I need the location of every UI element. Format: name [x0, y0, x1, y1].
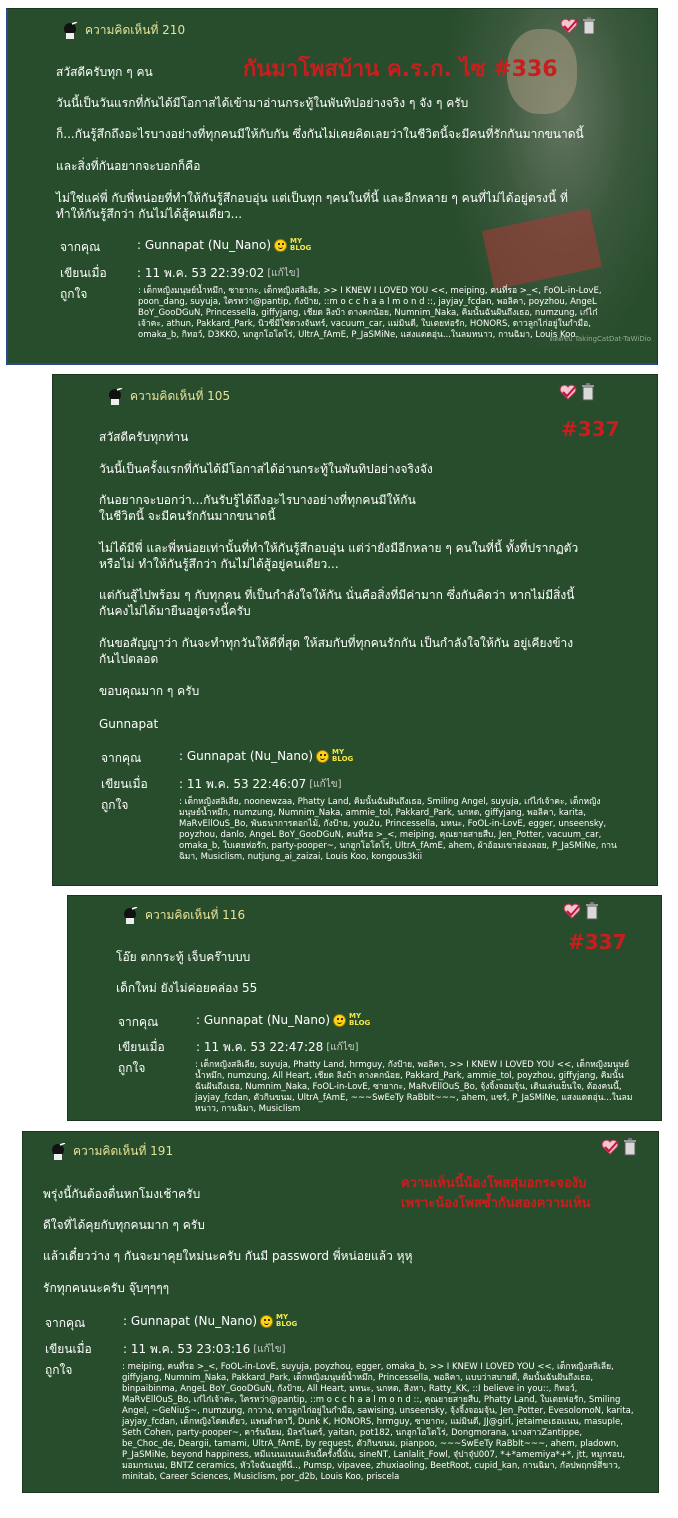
author-link[interactable]: : Gunnapat (Nu_Nano) — [179, 749, 314, 763]
paragraph: กันขอสัญญาว่า กันจะทำทุกวันให้ดีที่สุด ให้สมกับที่ทุกคนรักกัน เป็นกำลังใจให้กัน อยู่เคียงข้าง กันไปตลอด — [99, 636, 574, 666]
bomb-user-icon — [108, 388, 124, 406]
from-label: จากคุณ — [118, 1015, 159, 1029]
likes-label: ถูกใจ — [101, 798, 129, 812]
comment-post-116 — [67, 895, 662, 1121]
paragraph: สวัสดีครับทุกท่าน — [99, 430, 189, 444]
paragraph: ดีใจที่ได้คุยกับทุกคนมาก ๆ ครับ — [43, 1218, 205, 1232]
author-link[interactable]: : Gunnapat (Nu_Nano) — [196, 1013, 331, 1027]
from-value — [123, 1314, 297, 1328]
paragraph: วันนี้เป็นครั้งแรกที่กันได้มีโอกาสได้อ่านกระทู้ในพันทิปอย่างจริงจัง — [99, 462, 433, 476]
comment-header — [108, 387, 230, 406]
paragraph: ไม่ใช่แค่พี่ กับพี่หน่อยที่ทำให้กันรู้สึกอบอุ่น แต่เป็นทุก ๆคนในที่นี้ และอีกหลาย ๆ คนที่ไม่ได้อยู่ตรงนี้ ที่ ทำให้กันรู้สึกว่า กันไม่ได้สู้คนเดียว... — [56, 191, 568, 221]
from-row — [60, 237, 312, 257]
likes-row — [60, 285, 87, 304]
written-value: : 11 พ.ค. 53 22:46:07 — [179, 777, 307, 791]
post-actions — [601, 1138, 637, 1156]
comment-post-210 — [6, 8, 658, 365]
post-tag: #337 — [568, 930, 627, 954]
post-actions — [563, 902, 599, 920]
checkmark-heart-icon[interactable] — [559, 384, 577, 400]
written-row — [101, 775, 342, 794]
paragraph: เด็กใหม่ ยังไม่ค่อยคล่อง 55 — [116, 981, 258, 995]
post-actions — [559, 383, 595, 401]
photo-image: ดดดข่บ TakingCatDat-TaWiDio — [447, 9, 657, 349]
paragraph: ขอบคุณมาก ๆ ครับ — [99, 684, 200, 698]
myblog-link[interactable]: MY BLOG — [332, 748, 354, 763]
post-tag: #337 — [561, 417, 620, 441]
smiley-icon — [333, 1014, 346, 1027]
smiley-icon — [316, 750, 329, 763]
comment-header — [51, 1142, 173, 1161]
edit-link[interactable]: [แก้ไข] — [326, 1042, 359, 1053]
trash-icon[interactable] — [582, 17, 596, 35]
checkmark-heart-icon[interactable] — [601, 1139, 619, 1155]
paragraph: กันอยากจะบอกว่า...กันรับรู้ได้ถึงอะไรบางอย่างที่ทุกคนมีให้กัน ในชีวิตนี้ จะมีคนรักกันมากขนาดนี้ — [99, 493, 416, 523]
author-link[interactable]: : Gunnapat (Nu_Nano) — [123, 1314, 258, 1328]
trash-icon[interactable] — [581, 383, 595, 401]
likes-row — [45, 1361, 72, 1380]
comment-number: ความคิดเห็นที่ 116 — [145, 908, 246, 922]
paragraph: ก็...กันรู้สึกถึงอะไรบางอย่างที่ทุกคนมีให้กับกัน ซึ่งกันไม่เคยคิดเลยว่าในชีวิตนี้จะมีคนที่รักกันมากขนาดนี้ — [56, 127, 584, 141]
from-label: จากคุณ — [60, 240, 101, 254]
written-row — [45, 1340, 286, 1359]
paragraph: Gunnapat — [99, 717, 159, 731]
trash-icon[interactable] — [585, 902, 599, 920]
trash-icon[interactable] — [623, 1138, 637, 1156]
likes-label: ถูกใจ — [118, 1061, 146, 1075]
written-row — [118, 1038, 359, 1057]
written-label: เขียนเมื่อ — [60, 266, 107, 280]
likes-list: : เด็กหญิงมนุษย์น้ำหมึก, ซายากะ, เด็กหญิงสลิเลีย, >> I KNEW I LOVED YOU <<, meiping, คนที่รอ >_<, FoOL-in-LovE, poon_dang, suyuja, ใครหว่า@pantip, กังป้าย, ::m o c c h a a l m o n d ::, jayjay_fcdan, พอลิคา, poyzhou, AngeL BoY_GooDGuN, Princessella, giffyjang, เชียด ลิงบ้า ดางคกน้อย, Numnim_Naka, คิมนั้นฉันฝันถึงเธอ, numzung, เก๋ไก๋เจ้าคะ, athun, Pakkard_Park, นิวซี่มีใช่ดวงจันทร์, vacuum_car, แม่มินดี, ใบเตยห่อรัก, HONORS, ดาวลูกไก่อยู่ในกำมือ, omaka_b, กิทอว์, D3KKO, นกฮูกโอโดโร่, UltrA_fAmE, P_JaSMiNe, แสงแดดอุ่น...ในลมหนาว, กานฉิมา, Louis Koo — [138, 286, 602, 340]
likes-label: ถูกใจ — [60, 287, 88, 301]
paragraph: โอ๊ย ตกกระทู้ เจ็บคร๊าบบบ — [116, 950, 251, 964]
comment-post-191 — [22, 1131, 659, 1493]
comment-header — [123, 906, 245, 925]
paragraph: สวัสดีครับทุก ๆ คน — [56, 65, 153, 79]
from-value — [196, 1013, 370, 1027]
paragraph: และสิ่งที่กันอยากจะบอกก็คือ — [56, 159, 201, 173]
from-row — [101, 748, 354, 768]
likes-row — [118, 1059, 145, 1078]
written-value: : 11 พ.ค. 53 23:03:16 — [123, 1342, 251, 1356]
comment-number: ความคิดเห็นที่ 105 — [130, 389, 231, 403]
comment-number: ความคิดเห็นที่ 191 — [73, 1144, 174, 1158]
likes-label: ถูกใจ — [45, 1363, 73, 1377]
likes-list: : meiping, คนที่รอ >_<, FoOL-in-LovE, suyuja, poyzhou, egger, omaka_b, >> I KNEW I LOVED YOU <<, เด็กหญิงสลิเลีย, giffyjang, Numnim_Naka, Pakkard_Park, เด็กหญิงมนุษย์น้ำหมึก, Princessella, พอลิคา, แบบว่าสบายดี, คิมนั้นฉันฝันถึงเธอ, binpaibinma, AngeL BoY_GooDGuN, กังป้าย, All Heart, มหนะ, นกหด, สิงหา, Ratty_KK, ::I believe in you::, กิทอว์, MaRvEllOuS_Bo, เก๋ไก๋เจ้าคะ, ใครหว่า@pantip, ::m o c c h a a l m o n d ::, คุณยายสายสืบ, Phatty Land, ใบเตยห่อรัก, Smiling Angel, ~GeNiuS~, numzung, กาวาง, ดาวลูกไก่อยู่ในกำมือ, sawising, unseensky, จุ้งจิ้งจอมจุ้น, Jen_Potter, EvesolomoN, karita, jayjay_fcdan, เด็กหญิงโดดเดี่ยว, แพนด้าดาวี, Dunk K, HONORS, hrmguy, ซายากะ, แม่มินดี, JJ@girl, jetaimeเธอแนน, masuple, Seth Cohen, party-pooper~, คาร์นนิยม, มิลรไนตร์, yaitan, pot182, นกฮูกโอโดโร่, Dongmorana, นางสาวZantippe, be_Choc_de, Deargii, tamami, UltrA_fAmE, by request, ตัวกินขนม, pianpoo, ~~~SwEeTy RaBbIt~~~, ahem, pladown, P_JaSMiNe, beyond happiness, หมีแนนแนนแล้นนี้ครั้งนี้นั่น, sineNT, Lanlalit_Fowl, จุ๋ปาจุ๋ป007, *+*amemiya*+*, jtt, หมูกรอบ, มอมกรแนม, BNTZ ceramics, หัวใจฉันอยู่ที่นี่.., Pumsp, vipavee, zhuxiaoling, BeetRoot, cupid_kan, กานฉิมา, กัลปพฤกษ์สีขาว, minitab, Career Sciences, Musiclism, por_d2b, Louis Koo, priscela — [122, 1362, 634, 1482]
written-value: : 11 พ.ค. 53 22:39:02 — [137, 266, 265, 280]
comment-post-105 — [52, 374, 658, 886]
author-link[interactable]: : Gunnapat (Nu_Nano) — [137, 238, 272, 252]
from-label: จากคุณ — [45, 1316, 86, 1330]
likes-row — [101, 796, 128, 815]
paragraph: ไม่ได้มีพี่ และพี่หน่อยเท่านั้นที่ทำให้กันรู้สึกอบอุ่น แต่ว่ายังมีอีกหลาย ๆ คนในที่นี้ ทั้งที่ปรากฏตัว หรือไม่ ทำให้กันรู้สึกว่า กันไม่ได้สู้อยู่คนเดียว... — [99, 541, 579, 571]
paragraph: แต่กันสู้ไปพร้อม ๆ กับทุกคน ที่เป็นกำลังใจให้กัน นั่นคือสิ่งที่มีค่ามาก ซึ่งกันคิดว่า หากไม่มีสิ่งนี้ กันคงไม่ได้มายืนอยู่ตรงนี้ครับ — [99, 588, 575, 618]
checkmark-heart-icon[interactable] — [560, 18, 578, 34]
post-tag-line-1: ความเห็นนี้น้องโพสสุ่มอกระจองับ — [401, 1176, 587, 1191]
paragraph: รักทุกคนนะครับ จุ๊บๆๆๆๆ — [43, 1281, 170, 1295]
edit-link[interactable]: [แก้ไข] — [267, 268, 300, 279]
likes-list: : เด็กหญิงสลิเลีย, noonewzaa, Phatty Land, คิมนั้นฉันฝันถึงเธอ, Smiling Angel, suyuja, เก๋ไก๋เจ้าคะ, เด็กหญิงมนุษย์น้ำหมึก, numzung, Numnim_Naka, ammie_tol, Pakkard_Park, นกหด, giffyjang, พอลิคา, karita, MaRvEllOuS_Bo, พันธนาการดอกไม้, กังป้าย, you2u, Princessella, มหนะ, FoOL-in-LovE, egger, unseensky, poyzhou, danlo, AngeL BoY_GooDGuN, คนที่รอ >_<, meiping, คุณยายสายสืบ, Jen_Potter, vacuum_car, omaka_b, ใบเตยห่อรัก, party-pooper~, นกฮูกโอโดโร่, UltrA_fAmE, ahem, ผ้าอ้อมเขาล่องลอย, P_JaSMiNe, กานฉิมา, Musiclism, nutjung_ai_zaizai, Louis Koo, kongous3kii — [179, 797, 617, 862]
bomb-user-icon — [51, 1143, 67, 1161]
edit-link[interactable]: [แก้ไข] — [309, 779, 342, 790]
from-value — [137, 238, 311, 252]
paragraph: พรุ่งนี้กันต้องตื่นหกโมงเช้าครับ — [43, 1187, 201, 1201]
bomb-user-icon — [63, 22, 79, 40]
post-tag: กันมาโพสบ้าน ค.ร.ก. ไซ #336 — [243, 57, 558, 82]
likes-list: : เด็กหญิงสลิเลีย, suyuja, Phatty Land, hrmguy, กังป้าย, พอลิคา, >> I KNEW I LOVED YOU <<, เด็กหญิงมนุษย์น้ำหมึก, numzung, All Heart, เชียด ลิงบ้า ดางคกน้อย, Pakkard_Park, ammie_tol, poyzhou, giffyjang, คิมนั้นฉันฝันถึงเธอ, Numnim_Naka, FoOL-in-LovE, ซายากะ, MaRvEllOuS_Bo, จุ้งจิ้งจอมจุ้น, เดินเล่นเย็นใจ, ต้องคนนี้, jayjay_fcdan, ตัวกินขนม, UltrA_fAmE, ~~~SwEeTy RaBbIt~~~, ahem, แซร์, P_JaSMiNe, แสงแดดอุ่น...ในลมหนาว, กานฉิมา, Musiclism — [195, 1060, 633, 1114]
written-label: เขียนเมื่อ — [45, 1342, 92, 1356]
post-actions — [560, 17, 596, 35]
from-row — [118, 1012, 371, 1032]
written-value: : 11 พ.ค. 53 22:47:28 — [196, 1040, 324, 1054]
myblog-link[interactable]: MY BLOG — [290, 237, 312, 252]
paragraph: แล้วเดี๋ยวว่าง ๆ กันจะมาคุยใหม่นะครับ กันมี password พี่หน่อยแล้ว หุหุ — [43, 1249, 413, 1263]
from-row — [45, 1313, 298, 1333]
post-tag-line-2: เพราะน้องโพสซ้ำกันสองความเห็น — [401, 1196, 591, 1211]
smiley-icon — [260, 1315, 273, 1328]
myblog-link[interactable]: MY BLOG — [276, 1313, 298, 1328]
myblog-link[interactable]: MY BLOG — [349, 1012, 371, 1027]
comment-number: ความคิดเห็นที่ 210 — [85, 23, 186, 37]
written-label: เขียนเมื่อ — [118, 1040, 165, 1054]
bomb-user-icon — [123, 907, 139, 925]
written-row — [60, 264, 300, 283]
smiley-icon — [274, 239, 287, 252]
from-value — [179, 749, 353, 763]
checkmark-heart-icon[interactable] — [563, 903, 581, 919]
comment-header — [63, 21, 185, 40]
from-label: จากคุณ — [101, 751, 142, 765]
paragraph: วันนี้เป็นวันแรกที่กันได้มีโอกาสได้เข้ามาอ่านกระทู้ในพันทิปอย่างจริง ๆ จัง ๆ ครับ — [56, 96, 469, 110]
edit-link[interactable]: [แก้ไข] — [253, 1344, 286, 1355]
written-label: เขียนเมื่อ — [101, 777, 148, 791]
